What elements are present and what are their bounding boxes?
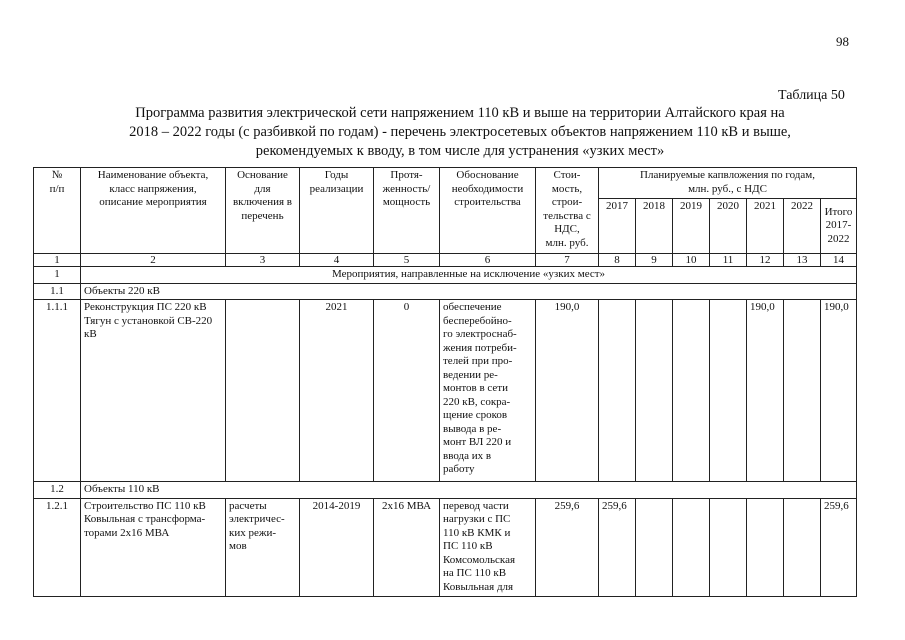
title-line-2: 2018 – 2022 годы (с разбивкой по годам) - перечень электросетевых объектов напряжением 110 кВ и выше, (129, 124, 791, 140)
col-number: 3 (226, 254, 300, 267)
title-line-3: рекомендуемых к вводу, в том числе для устранения «узких мест» (255, 143, 665, 159)
row-length: 0 (374, 300, 440, 482)
header-year-2017: 2017 (599, 199, 636, 254)
col-number: 14 (821, 254, 857, 267)
row-cost: 190,0 (536, 300, 599, 482)
row-years: 2014-2019 (300, 498, 374, 596)
row-2019 (673, 498, 710, 596)
title-line-1: Программа развития электрической сети напряжением 110 кВ и выше на территории Алтайского края на (135, 105, 785, 121)
subsection-label: Объекты 220 кВ (81, 283, 857, 300)
row-2017 (599, 300, 636, 482)
header-year-2019: 2019 (673, 199, 710, 254)
header-justification: Обоснование необходимости строительства (440, 168, 536, 254)
col-number: 2 (81, 254, 226, 267)
header-year-2022: 2022 (784, 199, 821, 254)
row-name: Реконструкция ПС 220 кВ Тягун с установкой СВ-220 кВ (81, 300, 226, 482)
row-2017: 259,6 (599, 498, 636, 596)
row-name: Строительство ПС 110 кВ Ковыльная с трансформа-торами 2х16 МВА (81, 498, 226, 596)
row-2018 (636, 498, 673, 596)
row-justification: обеспечение бесперебойно- го электроснаб- жения потреби- телей при про- ведении ре- монтов в сети 220 кВ, сокра- щение сроков вывода в ре- монт ВЛ 220 и ввода их в работу (440, 300, 536, 482)
header-num: № п/п (34, 168, 81, 254)
col-number: 13 (784, 254, 821, 267)
col-number: 7 (536, 254, 599, 267)
document-title (60, 104, 860, 161)
subsection-label: Объекты 110 кВ (81, 482, 857, 499)
row-2022 (784, 300, 821, 482)
row-2021: 190,0 (747, 300, 784, 482)
col-number: 6 (440, 254, 536, 267)
row-justification: перевод части нагрузки с ПС 110 кВ КМК и ПС 110 кВ Комсомольская на ПС 110 кВ Ковыльная для (440, 498, 536, 596)
section-label: Мероприятия, направленные на исключение «узких мест» (81, 267, 857, 284)
header-year-2020: 2020 (710, 199, 747, 254)
col-number: 5 (374, 254, 440, 267)
header-name: Наименование объекта, класс напряжения, описание мероприятия (81, 168, 226, 254)
header-planned: Планируемые капвложения по годам, млн. руб., с НДС (599, 168, 857, 199)
header-total: Итого 2017- 2022 (821, 199, 857, 254)
header-years: Годы реализации (300, 168, 374, 254)
col-number: 11 (710, 254, 747, 267)
row-2018 (636, 300, 673, 482)
row-2022 (784, 498, 821, 596)
col-number: 9 (636, 254, 673, 267)
header-cost: Стои- мость, строи- тельства с НДС, млн. руб. (536, 168, 599, 254)
col-number: 4 (300, 254, 374, 267)
row-length: 2х16 МВА (374, 498, 440, 596)
row-2021 (747, 498, 784, 596)
section-num: 1 (34, 267, 81, 284)
row-total: 259,6 (821, 498, 857, 596)
table-label: Таблица 50 (778, 88, 845, 103)
col-number: 8 (599, 254, 636, 267)
page-number: 98 (836, 34, 849, 49)
investment-table (33, 167, 857, 597)
subsection-num: 1.1 (34, 283, 81, 300)
col-number: 1 (34, 254, 81, 267)
row-2020 (710, 300, 747, 482)
header-length: Протя- женность/ мощность (374, 168, 440, 254)
row-2020 (710, 498, 747, 596)
header-basis: Основание для включения в перечень (226, 168, 300, 254)
subsection-num: 1.2 (34, 482, 81, 499)
row-2019 (673, 300, 710, 482)
row-num: 1.2.1 (34, 498, 81, 596)
row-basis (226, 300, 300, 482)
col-number: 10 (673, 254, 710, 267)
header-year-2018: 2018 (636, 199, 673, 254)
row-basis: расчеты электричес- ких режи- мов (226, 498, 300, 596)
col-number: 12 (747, 254, 784, 267)
row-total: 190,0 (821, 300, 857, 482)
header-year-2021: 2021 (747, 199, 784, 254)
row-years: 2021 (300, 300, 374, 482)
row-num: 1.1.1 (34, 300, 81, 482)
row-cost: 259,6 (536, 498, 599, 596)
